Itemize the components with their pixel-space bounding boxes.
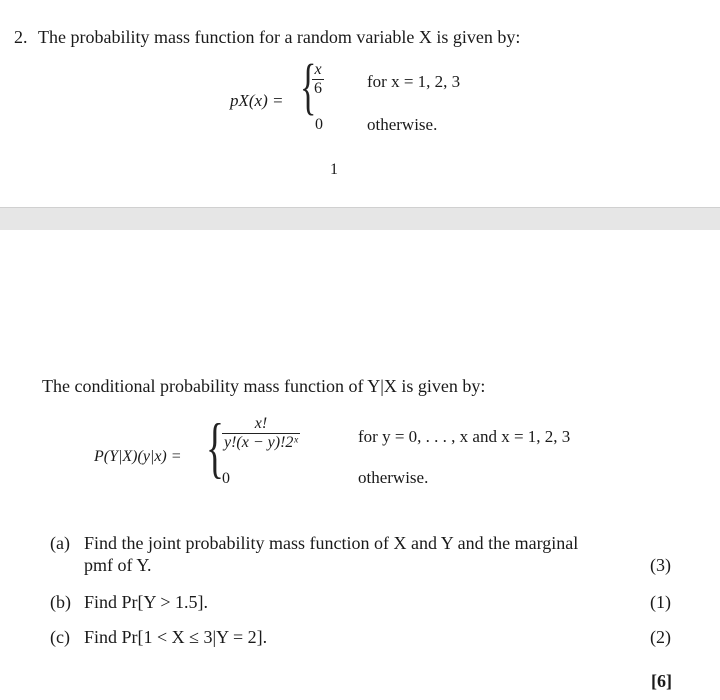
part-b-label: (b) xyxy=(50,592,71,612)
cpmf-case1-condition: for y = 0, . . . , x and x = 1, 2, 3 xyxy=(358,427,571,446)
page-1 xyxy=(0,0,720,207)
pmf-case1-fraction xyxy=(312,61,324,99)
total-marks: [6] xyxy=(651,671,672,691)
cpmf-lhs: P(Y|X)(y|x) = xyxy=(94,448,182,465)
part-c-text: Find Pr[1 < X ≤ 3|Y = 2]. xyxy=(84,627,268,647)
question-heading xyxy=(14,27,520,48)
part-a-label: (a) xyxy=(50,533,70,553)
cpmf-case2-condition: otherwise. xyxy=(358,468,429,487)
question-intro: The probability mass function for a random variable X is given by: xyxy=(38,27,521,47)
part-b-text: Find Pr[Y > 1.5]. xyxy=(84,592,208,612)
pmf-case2-value: 0 xyxy=(315,116,323,133)
part-a-marks: (3) xyxy=(650,555,671,575)
cpmf-case1-fraction xyxy=(222,415,300,453)
question-number: 2. xyxy=(14,27,28,47)
part-b-marks: (1) xyxy=(650,592,671,612)
page-2 xyxy=(0,230,720,700)
pmf-lhs: pX(x) = xyxy=(230,91,284,110)
part-a-line1: Find the joint probability mass function of X and Y and the marginal xyxy=(84,533,579,553)
pmf-case1-numerator: x xyxy=(312,61,324,80)
pmf-case2-condition: otherwise. xyxy=(367,115,438,134)
part-a-line2: pmf of Y. xyxy=(84,555,152,575)
page-number: 1 xyxy=(330,161,338,178)
conditional-intro: The conditional probability mass function of Y|X is given by: xyxy=(42,376,486,396)
cpmf-brace: { xyxy=(206,409,224,485)
cpmf-case1-denominator: y!(x − y)!2ˣ xyxy=(224,434,298,452)
cpmf-case1-numerator: x! xyxy=(222,415,300,434)
cpmf-case2-value: 0 xyxy=(222,470,230,487)
pmf-brace: { xyxy=(300,53,317,121)
pmf-case1-denominator: 6 xyxy=(314,80,322,98)
pmf-case1-condition: for x = 1, 2, 3 xyxy=(367,72,461,91)
page-separator xyxy=(0,207,720,231)
part-c-marks: (2) xyxy=(650,627,671,647)
part-c-label: (c) xyxy=(50,627,70,647)
